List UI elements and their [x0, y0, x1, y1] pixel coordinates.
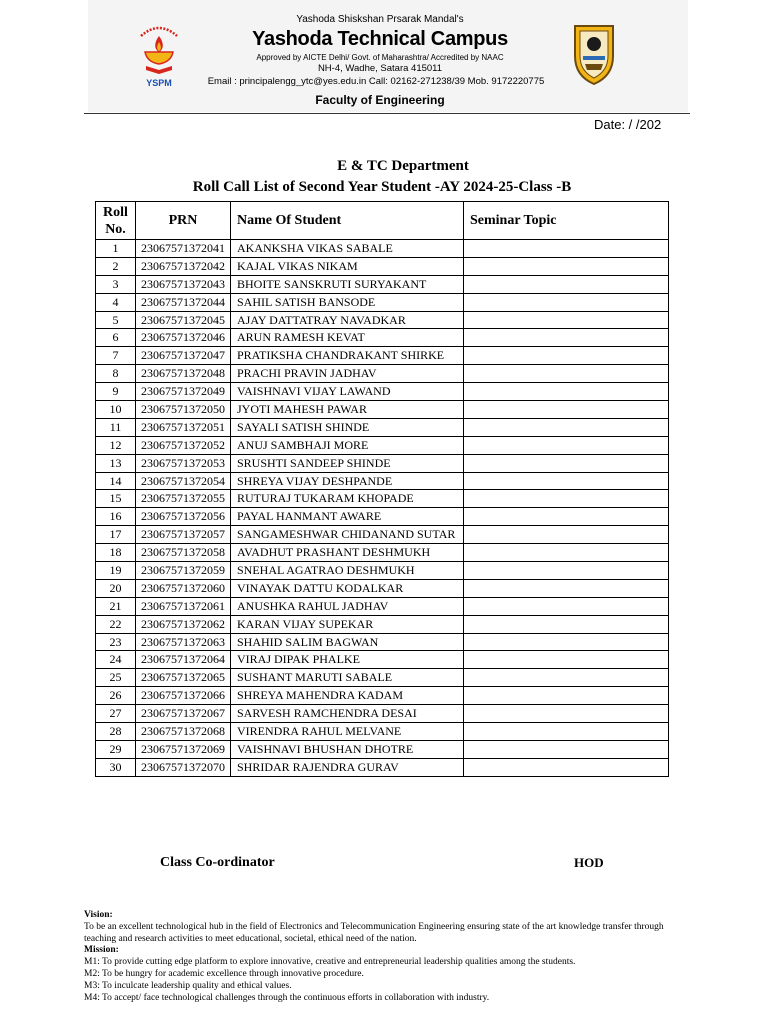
mission-item: M4: To accept/ face technological challenges through the continuous efforts in collaboration with industry.	[84, 992, 490, 1003]
prn-cell: 23067571372044	[136, 293, 231, 311]
society-name: Yashoda Shiskshan Prsarak Mandal's	[296, 14, 464, 25]
student-name-cell: JYOTI MAHESH PAWAR	[231, 401, 464, 419]
prn-cell: 23067571372063	[136, 633, 231, 651]
department-title: E & TC Department	[337, 158, 469, 174]
seminar-topic-cell	[464, 490, 669, 508]
list-title: Roll Call List of Second Year Student -AY 2024-25-Class -B	[192, 179, 572, 195]
prn-cell: 23067571372045	[136, 311, 231, 329]
prn-cell: 23067571372053	[136, 454, 231, 472]
student-name-cell: SHAHID SALIM BAGWAN	[231, 633, 464, 651]
table-row	[96, 508, 669, 526]
faculty-name: Faculty of Engineering	[315, 93, 445, 107]
student-name-cell: SRUSHTI SANDEEP SHINDE	[231, 454, 464, 472]
prn-cell: 23067571372050	[136, 401, 231, 419]
student-name-cell: VIRAJ DIPAK PHALKE	[231, 651, 464, 669]
roll-no-cell: 19	[96, 562, 136, 580]
student-name-cell: ARUN RAMESH KEVAT	[231, 329, 464, 347]
vision-mission-footer	[84, 910, 684, 1004]
roll-no-cell: 14	[96, 472, 136, 490]
letterhead-text	[190, 14, 570, 109]
student-name-cell: SHREYA VIJAY DESHPANDE	[231, 472, 464, 490]
student-name-cell: PAYAL HANMANT AWARE	[231, 508, 464, 526]
mission-item: M2: To be hungry for academic excellence through innovative procedure.	[84, 968, 364, 979]
prn-cell: 23067571372056	[136, 508, 231, 526]
student-name-cell: RUTURAJ TUKARAM KHOPADE	[231, 490, 464, 508]
vision-label: Vision:	[84, 910, 113, 920]
contact-line: Email : principalengg_ytc@yes.edu.in Call: 02162-271238/39 Mob. 9172220775	[207, 76, 545, 87]
table-row	[96, 687, 669, 705]
seminar-topic-cell	[464, 275, 669, 293]
roll-no-cell: 18	[96, 544, 136, 562]
seminar-topic-cell	[464, 651, 669, 669]
roll-no-cell: 8	[96, 365, 136, 383]
table-row	[96, 454, 669, 472]
table-row	[96, 740, 669, 758]
table-row	[96, 365, 669, 383]
seminar-topic-cell	[464, 401, 669, 419]
student-name-cell: SUSHANT MARUTI SABALE	[231, 669, 464, 687]
student-name-cell: AVADHUT PRASHANT DESHMUKH	[231, 544, 464, 562]
seminar-topic-cell	[464, 579, 669, 597]
student-name-cell: VINAYAK DATTU KODALKAR	[231, 579, 464, 597]
address-line: NH-4, Wadhe, Satara 415011	[317, 63, 443, 74]
prn-cell: 23067571372065	[136, 669, 231, 687]
yspm-logo-text: YSPM	[146, 78, 172, 88]
roll-no-cell: 23	[96, 633, 136, 651]
table-row	[96, 472, 669, 490]
seminar-topic-cell	[464, 508, 669, 526]
header-student-name: Name Of Student	[231, 202, 464, 240]
roll-no-cell: 25	[96, 669, 136, 687]
roll-no-cell: 9	[96, 383, 136, 401]
student-name-cell: ANUSHKA RAHUL JADHAV	[231, 597, 464, 615]
table-row	[96, 651, 669, 669]
prn-cell: 23067571372049	[136, 383, 231, 401]
seminar-topic-cell	[464, 669, 669, 687]
roll-no-cell: 6	[96, 329, 136, 347]
roll-no-cell: 1	[96, 240, 136, 258]
hod-signature: HOD	[574, 855, 604, 870]
header-roll-no: Roll No.	[96, 202, 136, 240]
seminar-topic-cell	[464, 597, 669, 615]
prn-cell: 23067571372043	[136, 275, 231, 293]
student-name-cell: SHRIDAR RAJENDRA GURAV	[231, 758, 464, 776]
roll-no-cell: 5	[96, 311, 136, 329]
seminar-topic-cell	[464, 615, 669, 633]
student-name-cell: BHOITE SANSKRUTI SURYAKANT	[231, 275, 464, 293]
roll-no-cell: 20	[96, 579, 136, 597]
roll-no-cell: 29	[96, 740, 136, 758]
table-row	[96, 579, 669, 597]
prn-cell: 23067571372042	[136, 257, 231, 275]
seminar-topic-cell	[464, 436, 669, 454]
roll-no-cell: 17	[96, 526, 136, 544]
yspm-logo	[133, 18, 185, 90]
seminar-topic-cell	[464, 705, 669, 723]
table-row	[96, 723, 669, 741]
table-row	[96, 418, 669, 436]
roll-no-cell: 4	[96, 293, 136, 311]
table-header-row	[96, 202, 669, 240]
roll-no-cell: 7	[96, 347, 136, 365]
prn-cell: 23067571372055	[136, 490, 231, 508]
table-row	[96, 383, 669, 401]
roll-no-cell: 10	[96, 401, 136, 419]
student-name-cell: PRACHI PRAVIN JADHAV	[231, 365, 464, 383]
roll-no-cell: 24	[96, 651, 136, 669]
header-seminar-topic: Seminar Topic	[464, 202, 669, 240]
roll-no-cell: 26	[96, 687, 136, 705]
approval-line: Approved by AICTE Delhi/ Govt. of Maharashtra/ Accredited by NAAC	[256, 53, 504, 62]
prn-cell: 23067571372051	[136, 418, 231, 436]
roll-no-cell: 15	[96, 490, 136, 508]
seminar-topic-cell	[464, 687, 669, 705]
seminar-topic-cell	[464, 347, 669, 365]
seminar-topic-cell	[464, 365, 669, 383]
table-row	[96, 758, 669, 776]
roll-no-cell: 12	[96, 436, 136, 454]
campus-name: Yashoda Technical Campus	[252, 28, 508, 50]
roll-no-cell: 16	[96, 508, 136, 526]
prn-cell: 23067571372059	[136, 562, 231, 580]
table-row	[96, 257, 669, 275]
prn-cell: 23067571372041	[136, 240, 231, 258]
seminar-topic-cell	[464, 329, 669, 347]
table-row	[96, 347, 669, 365]
student-name-cell: AKANKSHA VIKAS SABALE	[231, 240, 464, 258]
prn-cell: 23067571372052	[136, 436, 231, 454]
table-row	[96, 240, 669, 258]
table-row	[96, 275, 669, 293]
student-name-cell: KARAN VIJAY SUPEKAR	[231, 615, 464, 633]
class-coordinator-signature: Class Co-ordinator	[160, 855, 275, 870]
table-row	[96, 615, 669, 633]
roll-no-cell: 27	[96, 705, 136, 723]
prn-cell: 23067571372047	[136, 347, 231, 365]
table-row	[96, 329, 669, 347]
roll-no-cell: 3	[96, 275, 136, 293]
seminar-topic-cell	[464, 240, 669, 258]
prn-cell: 23067571372060	[136, 579, 231, 597]
seminar-topic-cell	[464, 454, 669, 472]
student-name-cell: KAJAL VIKAS NIKAM	[231, 257, 464, 275]
roll-no-cell: 21	[96, 597, 136, 615]
roll-no-cell: 11	[96, 418, 136, 436]
student-name-cell: SARVESH RAMCHENDRA DESAI	[231, 705, 464, 723]
table-row	[96, 401, 669, 419]
table-row	[96, 526, 669, 544]
header-prn: PRN	[136, 202, 231, 240]
student-name-cell: VIRENDRA RAHUL MELVANE	[231, 723, 464, 741]
student-name-cell: VAISHNAVI VIJAY LAWAND	[231, 383, 464, 401]
prn-cell: 23067571372046	[136, 329, 231, 347]
seminar-topic-cell	[464, 526, 669, 544]
prn-cell: 23067571372066	[136, 687, 231, 705]
seminar-topic-cell	[464, 544, 669, 562]
roll-no-cell: 13	[96, 454, 136, 472]
seminar-topic-cell	[464, 723, 669, 741]
table-row	[96, 544, 669, 562]
mission-item: M3: To inculcate leadership quality and ethical values.	[84, 980, 292, 991]
seminar-topic-cell	[464, 293, 669, 311]
seminar-topic-cell	[464, 383, 669, 401]
roll-no-cell: 2	[96, 257, 136, 275]
vision-text: To be an excellent technological hub in the field of Electronics and Telecommunication Engineering ensuring state of the art knowledge transfer through teaching and research activities to meet educational, societal, ethical need of the nation.	[84, 921, 664, 944]
student-name-cell: ANUJ SAMBHAJI MORE	[231, 436, 464, 454]
prn-cell: 23067571372067	[136, 705, 231, 723]
table-row	[96, 436, 669, 454]
table-row	[96, 562, 669, 580]
table-row	[96, 633, 669, 651]
prn-cell: 23067571372057	[136, 526, 231, 544]
student-name-cell: VAISHNAVI BHUSHAN DHOTRE	[231, 740, 464, 758]
student-name-cell: AJAY DATTATRAY NAVADKAR	[231, 311, 464, 329]
mission-item: M1: To provide cutting edge platform to explore innovative, creative and entrepreneurial leadership qualities among the students.	[84, 957, 576, 968]
prn-cell: 23067571372058	[136, 544, 231, 562]
table-row	[96, 490, 669, 508]
prn-cell: 23067571372048	[136, 365, 231, 383]
seminar-topic-cell	[464, 257, 669, 275]
roll-call-table	[95, 201, 669, 777]
table-row	[96, 597, 669, 615]
table-row	[96, 705, 669, 723]
seminar-topic-cell	[464, 418, 669, 436]
prn-cell: 23067571372061	[136, 597, 231, 615]
prn-cell: 23067571372062	[136, 615, 231, 633]
prn-cell: 23067571372069	[136, 740, 231, 758]
table-row	[96, 293, 669, 311]
student-name-cell: SAYALI SATISH SHINDE	[231, 418, 464, 436]
prn-cell: 23067571372064	[136, 651, 231, 669]
student-name-cell: PRATIKSHA CHANDRAKANT SHIRKE	[231, 347, 464, 365]
header-divider	[84, 113, 690, 114]
seminar-topic-cell	[464, 758, 669, 776]
seminar-topic-cell	[464, 740, 669, 758]
roll-no-cell: 28	[96, 723, 136, 741]
seminar-topic-cell	[464, 562, 669, 580]
table-row	[96, 669, 669, 687]
seminar-topic-cell	[464, 633, 669, 651]
roll-no-cell: 30	[96, 758, 136, 776]
prn-cell: 23067571372068	[136, 723, 231, 741]
campus-crest-icon	[571, 20, 617, 86]
prn-cell: 23067571372054	[136, 472, 231, 490]
prn-cell: 23067571372070	[136, 758, 231, 776]
mission-label: Mission:	[84, 945, 119, 956]
table-row	[96, 311, 669, 329]
student-name-cell: SNEHAL AGATRAO DESHMUKH	[231, 562, 464, 580]
date-field: Date: / /202	[594, 117, 662, 132]
student-name-cell: SANGAMESHWAR CHIDANAND SUTAR	[231, 526, 464, 544]
seminar-topic-cell	[464, 311, 669, 329]
student-name-cell: SAHIL SATISH BANSODE	[231, 293, 464, 311]
roll-no-cell: 22	[96, 615, 136, 633]
student-name-cell: SHREYA MAHENDRA KADAM	[231, 687, 464, 705]
seminar-topic-cell	[464, 472, 669, 490]
